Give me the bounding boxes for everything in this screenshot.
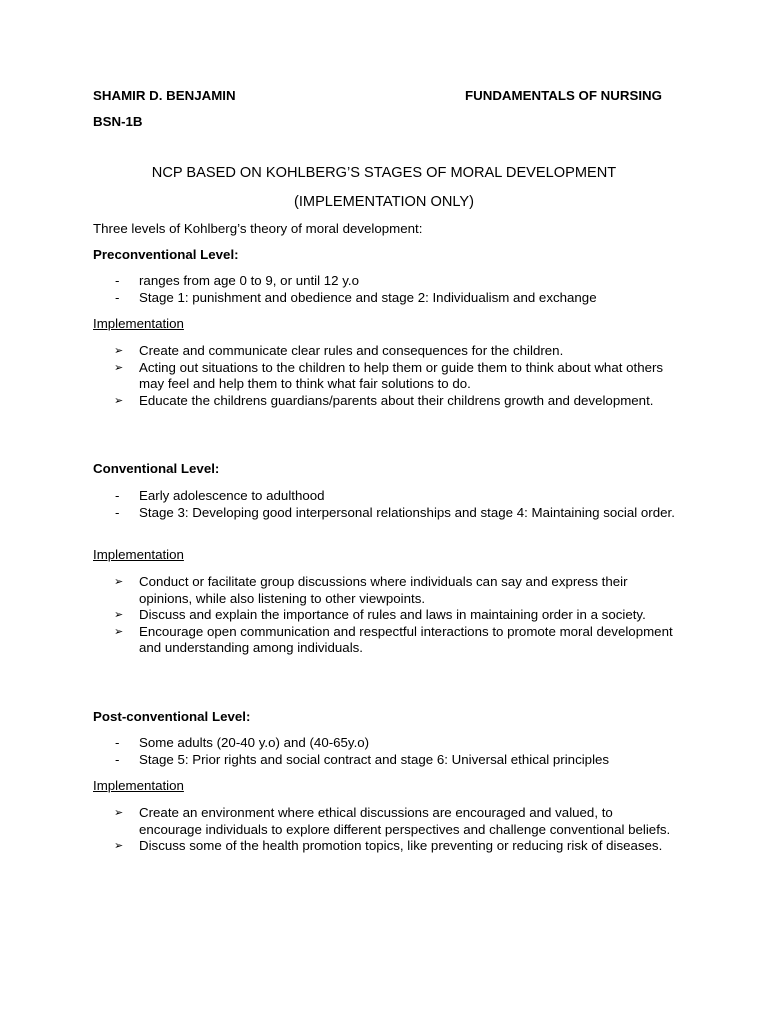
implementation-list: [93, 574, 681, 657]
list-item: ➢ Conduct or facilitate group discussions where individuals can say and express their opinions, while also listening to other viewpoints.: [93, 574, 681, 607]
implementation-label: Implementation: [93, 316, 184, 331]
level-heading: Post-conventional Level:: [93, 709, 251, 724]
list-item: ➢ Discuss and explain the importance of rules and laws in maintaining order in a society.: [93, 607, 679, 624]
document-title: NCP BASED ON KOHLBERG’S STAGES OF MORAL DEVELOPMENT: [151, 165, 617, 181]
list-item: ➢ Acting out situations to the children to help them or guide them to think about what others may feel and help them to think what fair solutions to do.: [93, 360, 679, 393]
list-item: ➢ Create an environment where ethical discussions are encouraged and valued, to encourage individuals to explore different perspectives and challenge conventional beliefs.: [93, 805, 679, 838]
level-points: [93, 488, 679, 521]
section-label: BSN-1B: [93, 114, 143, 129]
level-heading: Conventional Level:: [93, 461, 220, 476]
list-item: ➢ Discuss some of the health promotion topics, like preventing or reducing risk of diseases.: [93, 838, 679, 855]
level-points: [93, 735, 679, 768]
implementation-label: Implementation: [93, 778, 184, 793]
level-heading: Preconventional Level:: [93, 247, 239, 262]
list-item: - Some adults (20-40 y.o) and (40-65y.o): [93, 735, 679, 752]
intro-text: Three levels of Kohlberg’s theory of moral development:: [93, 221, 423, 236]
list-item: - Stage 3: Developing good interpersonal relationships and stage 4: Maintaining social order.: [93, 505, 679, 522]
document-subtitle: (IMPLEMENTATION ONLY): [294, 194, 474, 210]
list-item: - Early adolescence to adulthood: [93, 488, 679, 505]
list-item: - Stage 5: Prior rights and social contract and stage 6: Universal ethical principles: [93, 752, 679, 769]
list-item: - Stage 1: punishment and obedience and stage 2: Individualism and exchange: [93, 290, 679, 307]
level-points: [93, 273, 679, 306]
list-item: ➢ Educate the childrens guardians/parents about their childrens growth and development.: [93, 393, 679, 410]
list-item: - ranges from age 0 to 9, or until 12 y.o: [93, 273, 679, 290]
implementation-list: [93, 343, 679, 409]
list-item: ➢ Create and communicate clear rules and consequences for the children.: [93, 343, 679, 360]
implementation-list: [93, 805, 679, 855]
list-item: ➢ Encourage open communication and respectful interactions to promote moral development and understanding among individuals.: [93, 624, 679, 657]
author-name: SHAMIR D. BENJAMIN: [93, 88, 236, 103]
implementation-label: Implementation: [93, 547, 184, 562]
course-name: FUNDAMENTALS OF NURSING: [465, 88, 662, 103]
